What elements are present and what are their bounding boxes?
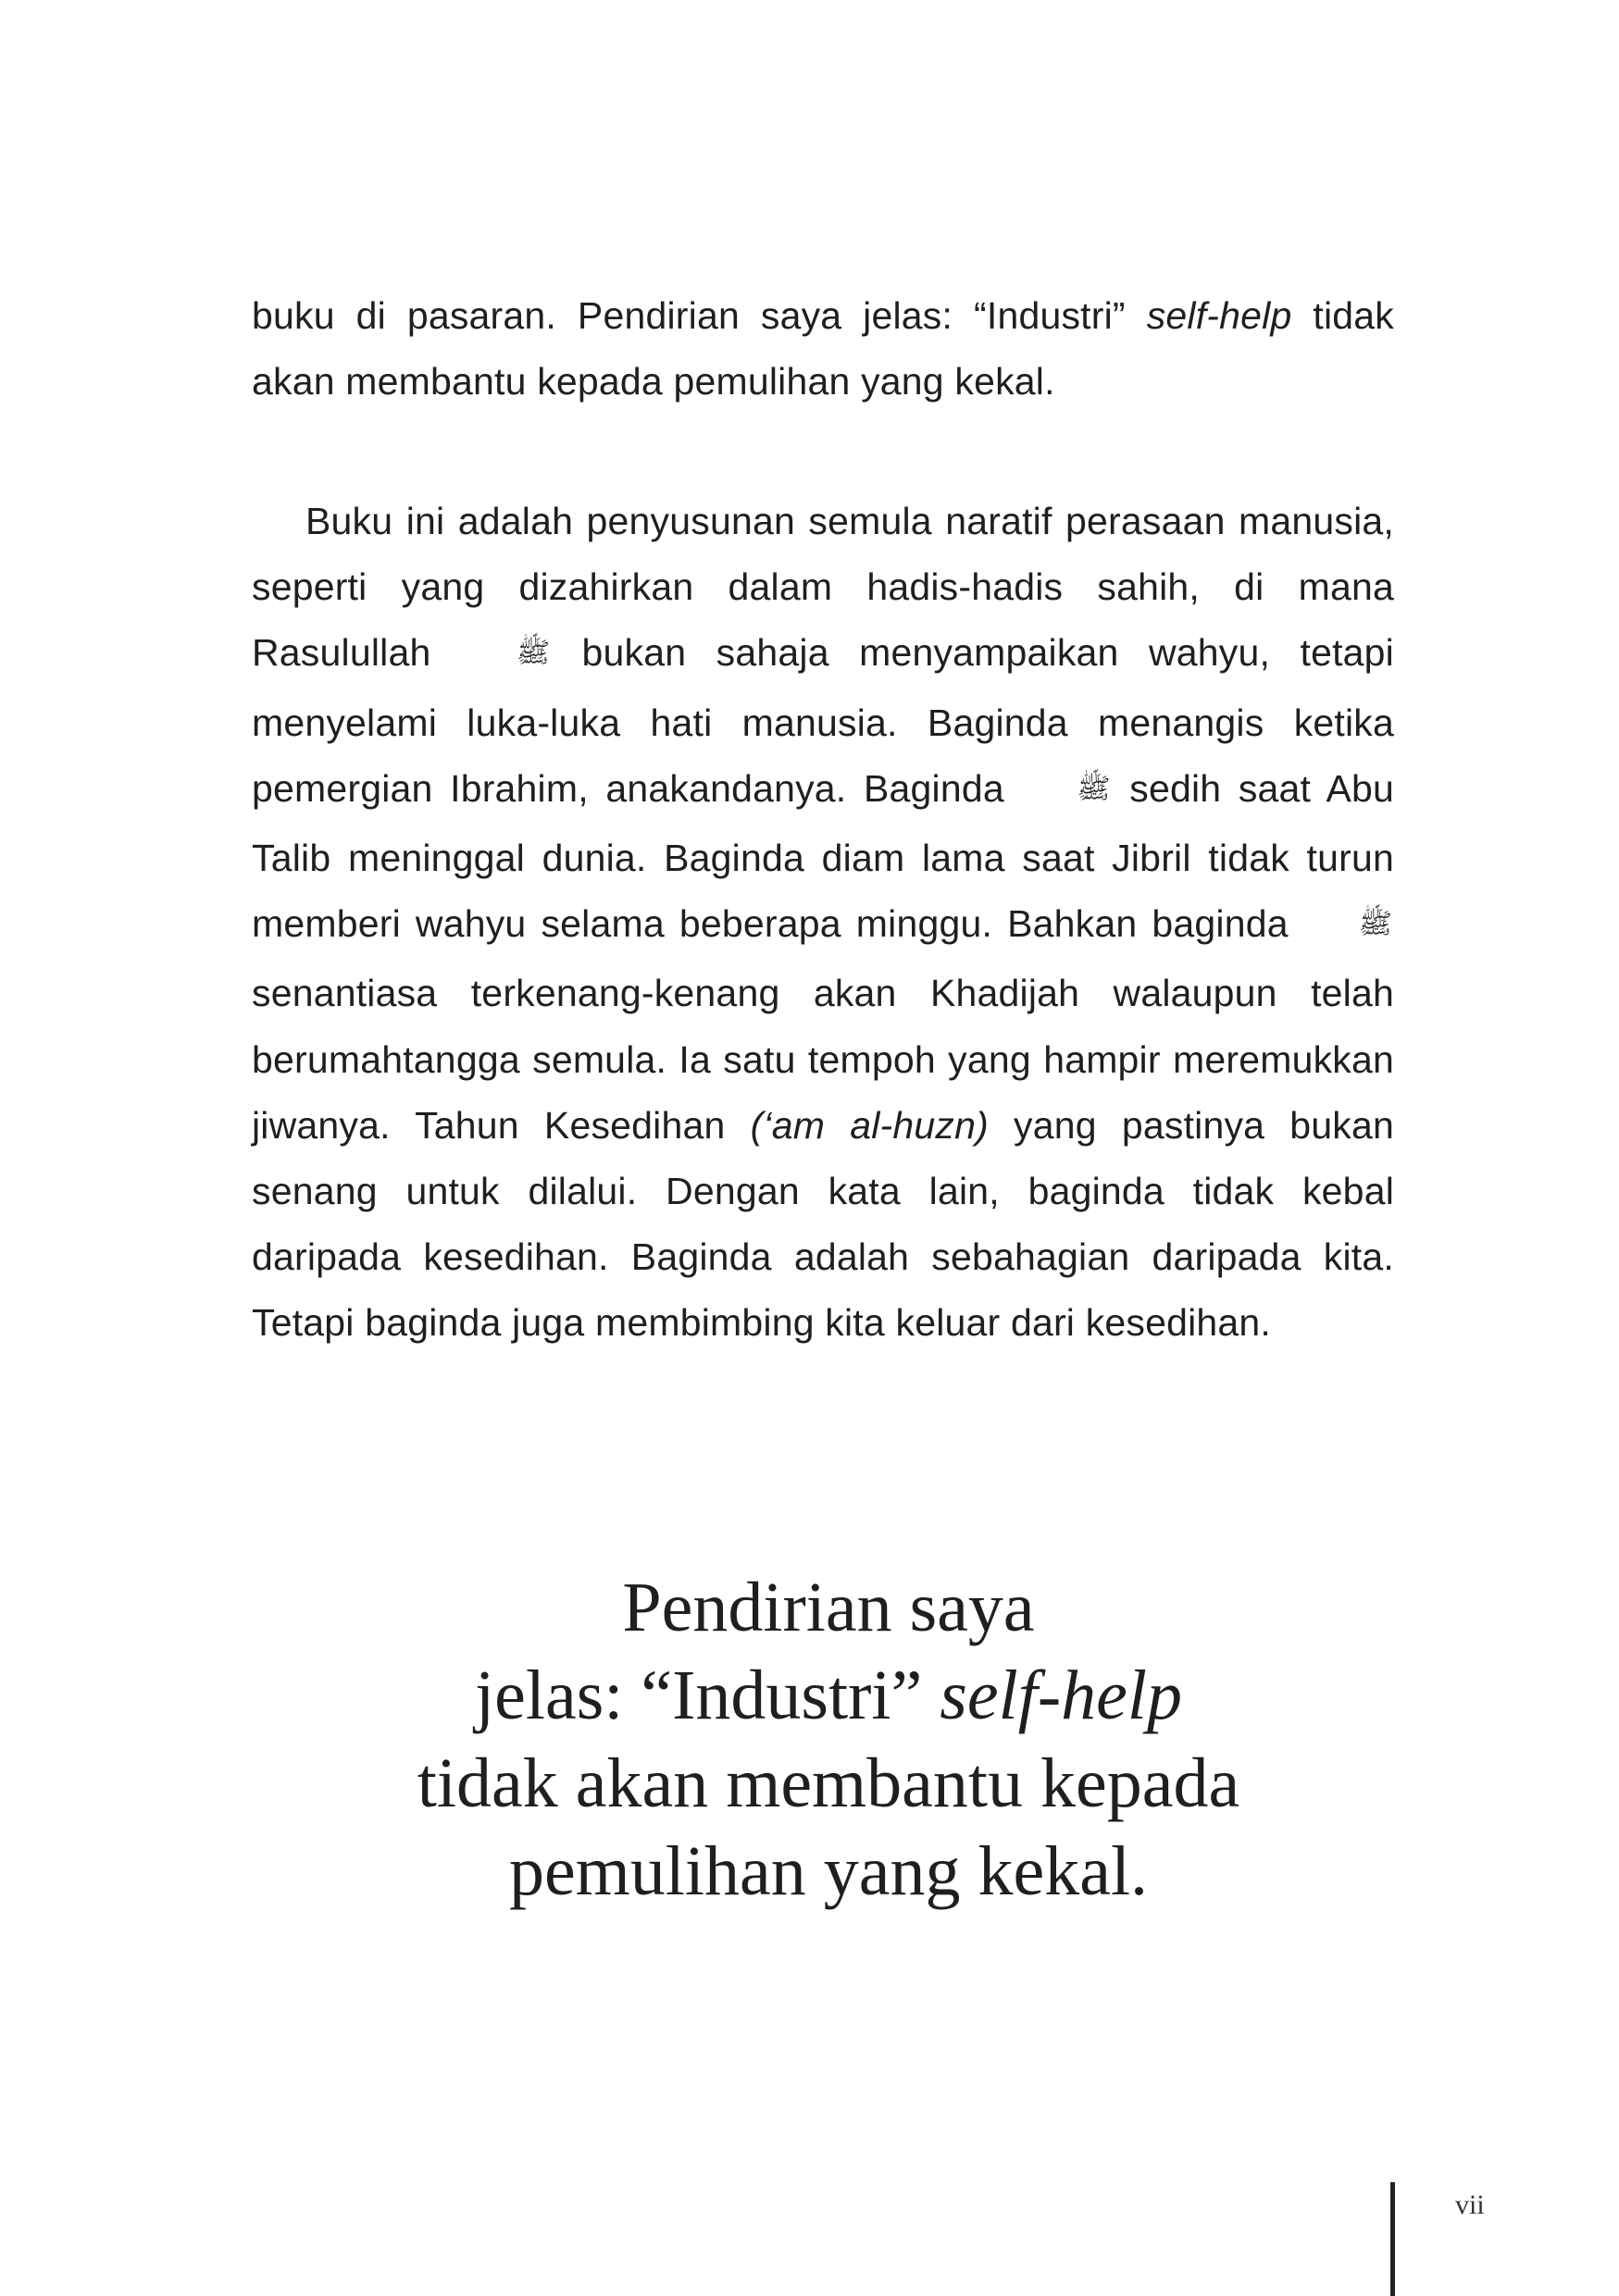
pull-quote-line-2-text: jelas: “Industri” xyxy=(475,1657,940,1734)
page-number-rule xyxy=(1390,2182,1395,2296)
salawat-honorific-icon: ﷺ xyxy=(1077,773,1111,804)
paragraph-1-text-end: tidak akan membantu kepada pemulihan yang kekal. xyxy=(252,294,1394,403)
salawat-honorific-icon: ﷺ xyxy=(516,638,551,669)
paragraph-1-italic-term: self-help xyxy=(1146,294,1292,337)
page-number: vii xyxy=(1455,2190,1485,2220)
paragraph-2-segment-3: sedih saat Abu Talib meninggal dunia. Baginda diam lama saat Jibril tidak turun memberi wahyu selama beberapa minggu. Bahkan baginda xyxy=(252,766,1394,946)
paragraph-2-segment-5: yang pastinya bukan senang untuk dilalui. Dengan kata lain, baginda tidak kebal daripada kesedihan. Baginda adalah sebahagian daripada kita. Tetapi baginda juga membimbing kita keluar dari kesedihan. xyxy=(252,1103,1394,1345)
pull-quote-line-3: tidak akan membantu kepada xyxy=(417,1744,1240,1822)
pull-quote-line-1: Pendirian saya xyxy=(622,1569,1035,1646)
paragraph-2 xyxy=(252,489,1394,1357)
pull-quote-line-2 xyxy=(278,1652,1379,1740)
salawat-honorific-icon: ﷺ xyxy=(1358,909,1392,940)
paragraph-2-italic-term: (‘am al-huzn) xyxy=(750,1103,989,1147)
paragraph-2-segment-1: Buku ini adalah penyusunan semula naratif perasaan manusia, seperti yang dizahirkan dalam hadis-hadis sahih, di mana Rasulullah xyxy=(252,500,1394,675)
pull-quote-italic-term: self-help xyxy=(940,1657,1182,1734)
paragraph-1-text-start: buku di pasaran. Pendirian saya jelas: “Industri” xyxy=(252,294,1147,337)
paragraph-2-segment-4: senantiasa terkenang-kenang akan Khadijah walaupun telah berumahtangga semula. Ia satu tempoh yang hampir meremukkan jiwanya. Tahun Kesedihan xyxy=(252,972,1394,1147)
paragraph-1 xyxy=(252,283,1394,415)
pull-quote-line-4: pemulihan yang kekal. xyxy=(508,1832,1149,1910)
paragraph-2-segment-2: bukan sahaja menyampaikan wahyu, tetapi menyelami luka-luka hati manusia. Baginda menangis ketika pemergian Ibrahim, anakandanya. Baginda xyxy=(252,631,1394,810)
pull-quote xyxy=(278,1564,1379,1916)
